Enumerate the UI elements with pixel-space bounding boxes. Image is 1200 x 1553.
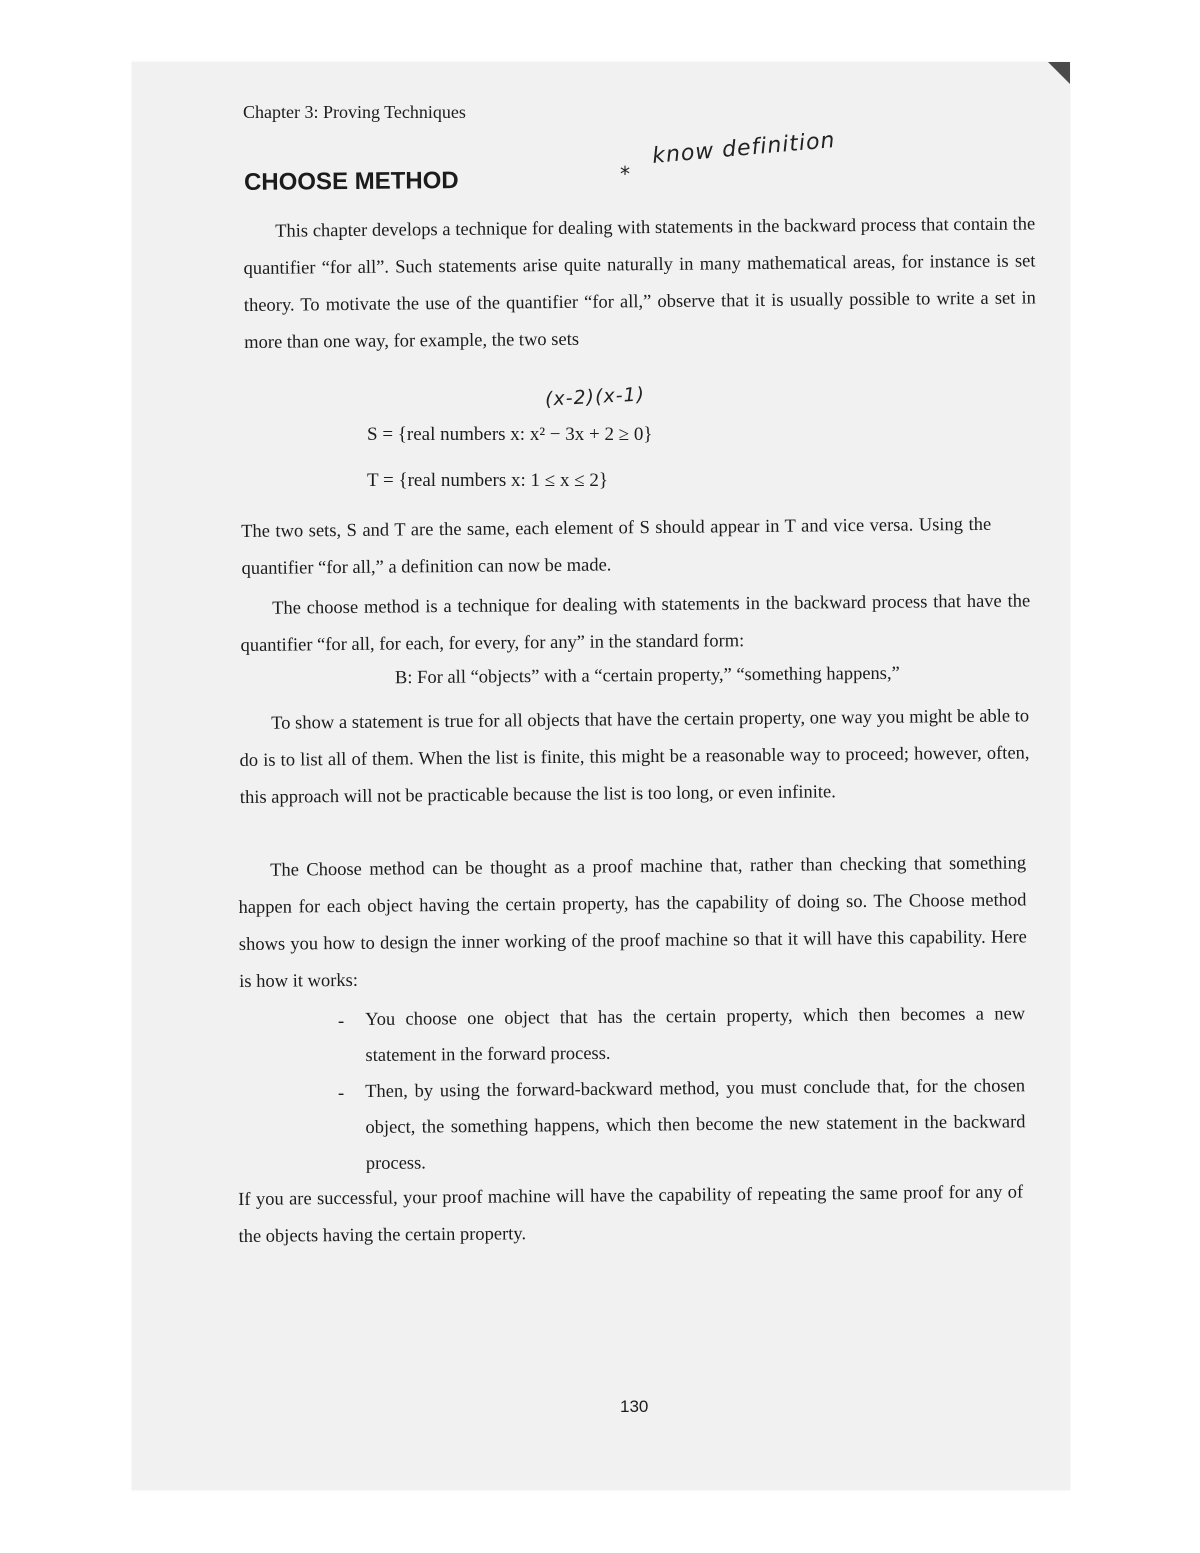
paragraph-conclusion: If you are successful, your proof machine will have the capability of repeating the same proof for any of the objects having the certain property. <box>238 1182 1024 1247</box>
bullet-item: Then, by using the forward-backward method, you must conclude that, for the chosen object, the something happens, which then become the new statement in the backward process. <box>365 1076 1026 1174</box>
section-title: CHOOSE METHOD <box>243 167 459 196</box>
paragraph-intro: This chapter develops a technique for dealing with statements in the backward process that contain the quantifier “for all”. Such statements arise quite naturally in many mathematical areas, for instance is set theory. To motivate the use of the quantifier “for all,” observe that it is usually possible to write a set in more than one way, for example, the two sets <box>243 214 1036 353</box>
standard-form-statement: B: For all “objects” with a “certain property,” “something happens,” <box>394 663 900 689</box>
paragraph-definition: The choose method is a technique for dealing with statements in the backward process that have the quantifier “for all, for each, for every, for any” in the standard form: <box>240 591 1031 656</box>
handwritten-star: * <box>620 162 630 186</box>
paragraph-list-approach: To show a statement is true for all objects that have the certain property, one way you might be able to do is to list all of them. When the list is finite, this might be a reasonable way to proceed; however, often, this approach will not be practicable because the list is too long, or even infinite. <box>239 706 1030 808</box>
paragraph-sets-equal: The two sets, S and T are the same, each element of S should appear in T and vice versa. Using the quantifier “for all,” a definition can now be made. <box>241 514 992 579</box>
bullet-marker: - <box>338 1084 345 1104</box>
chapter-header: Chapter 3: Proving Techniques <box>243 102 466 122</box>
page-number: 130 <box>620 1397 649 1416</box>
set-s-definition: S = {real numbers x: x² − 3x + 2 ≥ 0} <box>367 424 653 445</box>
bullet-item: You choose one object that has the certain property, which then becomes a new statement in the forward process. <box>365 1004 1026 1066</box>
handwritten-note: know definition <box>651 128 837 169</box>
handwritten-factorization: (x-2)(x-1) <box>544 383 646 411</box>
folded-corner <box>1048 62 1070 84</box>
bullet-marker: - <box>338 1012 345 1032</box>
paragraph-proof-machine: The Choose method can be thought as a proof machine that, rather than checking that something happen for each object having the certain property, has the capability of doing so. The Choose method shows you how to design the inner working of the proof machine so that it will have this capability. Here is how it works: <box>238 853 1027 992</box>
set-t-definition: T = {real numbers x: 1 ≤ x ≤ 2} <box>367 470 609 491</box>
